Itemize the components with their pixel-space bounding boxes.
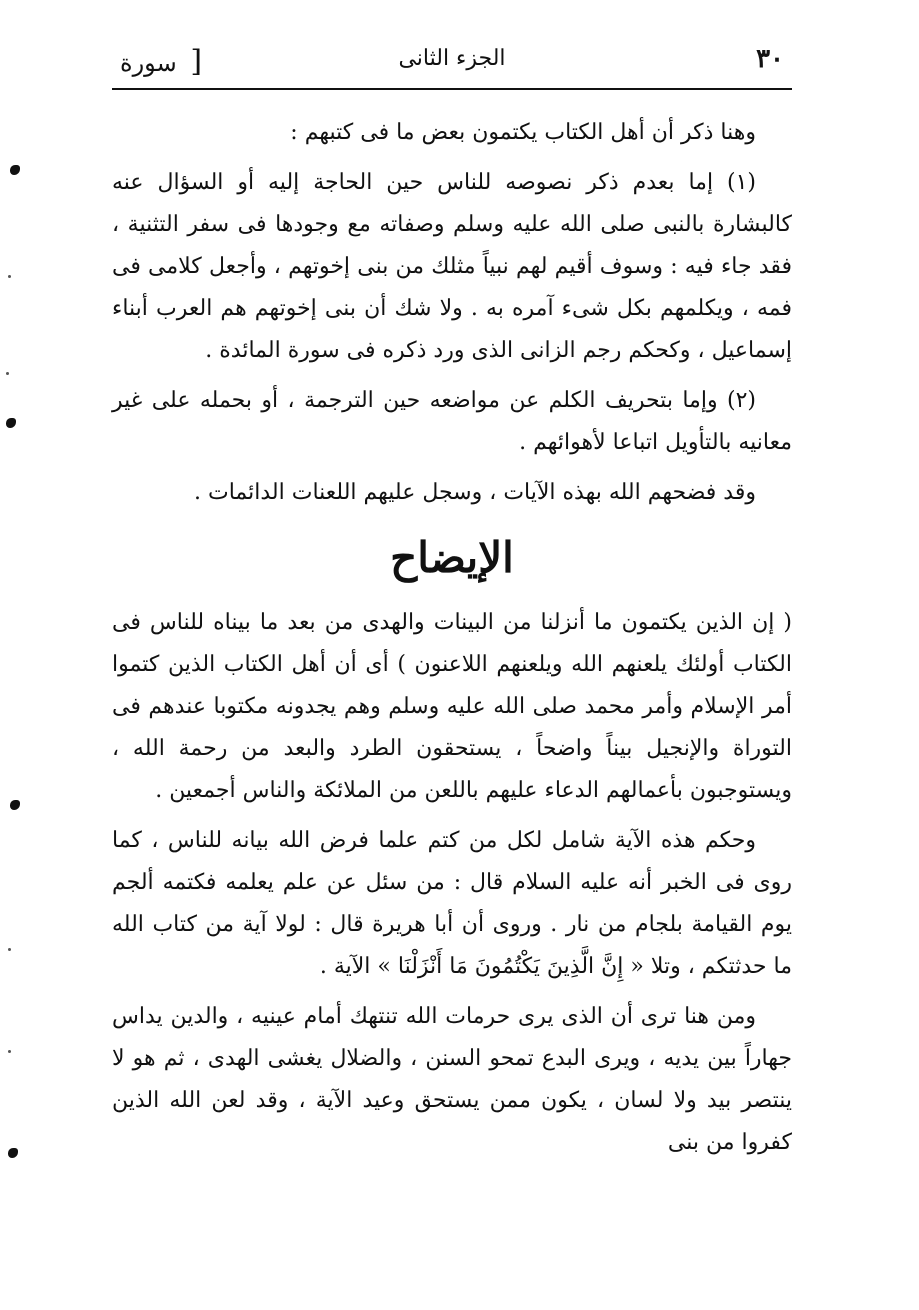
surah-label-text: سورة [120,49,177,77]
margin-ink-mark [8,1148,18,1158]
margin-speck [8,1050,11,1053]
margin-ink-mark [10,165,20,175]
section-title: الإيضاح [390,533,514,582]
margin-speck [8,948,11,951]
margin-speck [6,372,9,375]
margin-ink-mark [10,800,20,810]
intro-paragraph: وهنا ذكر أن أهل الكتاب يكتمون بعض ما فى كتبهم : [290,120,756,145]
surah-label [120,44,202,79]
explanation-paragraph: ومن هنا ترى أن الذى يرى حرمات الله تنتهك أمام عينيه ، والدين يداس جهاراً بين يديه ، ويرى البدع تمحو السنن ، والضلال يغشى الهدى ، ثم هو لا ينتصر بيد ولا لسان ، يكون ممن يستحق وعيد الآية ، وقد لعن الله الذين كفروا من بنى [112,1004,793,1155]
margin-speck [8,275,11,278]
surah-bracket: [ [190,44,203,79]
explanation-paragraph: وحكم هذه الآية شامل لكل من كتم علما فرض الله بيانه للناس ، كما روى فى الخبر أنه عليه السلام قال : من سئل عن علم يعلمه فكتمه ألجم يوم القيامة بلجام من نار . وروى أن أبا هريرة قال : لولا آية من كتاب الله ما حدثتكم ، وتلا « إِنَّ الَّذِينَ يَكْتُمُونَ مَا أَنْزَلْنَا » الآية . [112,828,792,979]
point-one-paragraph: (١) إما بعدم ذكر نصوصه للناس حين الحاجة إليه أو السؤال عنه كالبشارة بالنبى صلى الله عليه وسلم وصفاته مع وجودها فى سفر التثنية ، فقد جاء فيه : وسوف أقيم لهم نبياً مثلك من بنى إخوتهم ، وأجعل كلامى فى فمه ، ويكلمهم بكل شىء آمره به . ولا شك أن بنى إخوتهم هم العرب أبناء إسماعيل ، وكحكم رجم الزانى الذى ورد ذكره فى سورة المائدة . [112,170,792,363]
book-page [112,36,792,1286]
running-title: الجزء الثانى [398,46,506,71]
margin-ink-mark [6,418,16,428]
page-content [112,90,792,1164]
page-header [112,36,792,90]
point-two-paragraph: (٢) وإما بتحريف الكلم عن مواضعه حين الترجمة ، أو بحمله على غير معانيه بالتأويل اتباعا لأهوائهم . [112,388,792,455]
page-number: ٣٠ [756,44,784,74]
conclusion-paragraph: وقد فضحهم الله بهذه الآيات ، وسجل عليهم اللعنات الدائمات . [194,480,756,505]
explanation-paragraph: ( إن الذين يكتمون ما أنزلنا من البينات والهدى من بعد ما بيناه للناس فى الكتاب أولئك يلعنهم الله ويلعنهم اللاعنون ) أى أن أهل الكتاب الذين كتموا أمر الإسلام وأمر محمد صلى الله عليه وسلم وهم يجدونه مكتوبا عندهم فى التوراة والإنجيل بيناً واضحاً ، يستحقون الطرد والبعد من رحمة الله ، ويستوجبون بأعمالهم الدعاء عليهم باللعن من الملائكة والناس أجمعين . [112,610,792,803]
